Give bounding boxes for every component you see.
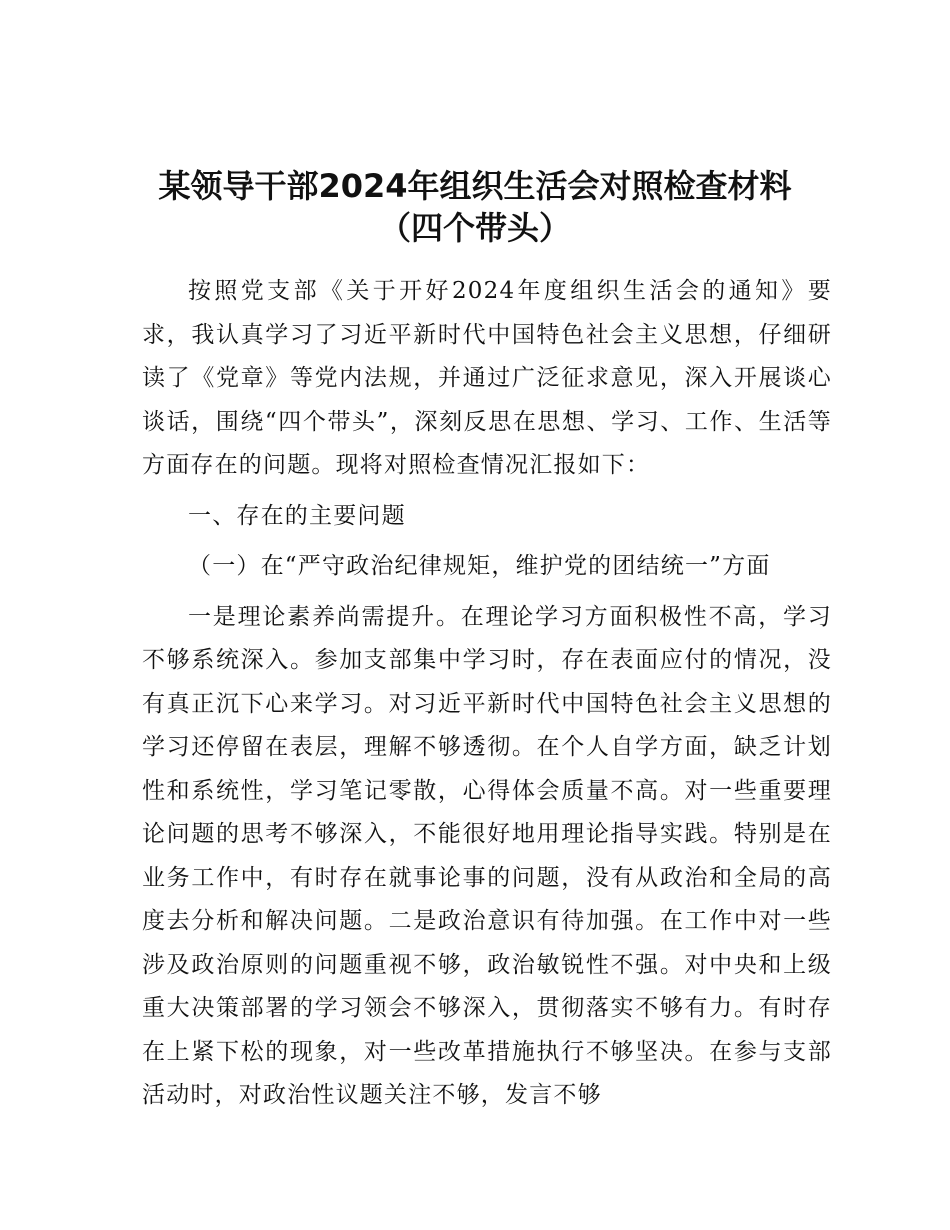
document-body [142,270,832,1118]
section-heading: 一、存在的主要问题 [188,502,406,529]
intro-paragraph: 按照党支部《关于开好2024年度组织生活会的通知》要求，我认真学习了习近平新时代中国特色社会主义思想，仔细研读了《党章》等党内法规，并通过广泛征求意见，深入开展谈心谈话，围绕“四个带头”，深刻反思在思想、学习、工作、生活等方面存在的问题。现将对照检查情况汇报如下： [142,278,832,478]
subsection-heading: （一）在“严守政治纪律规矩，维护党的团结统一”方面 [188,553,771,579]
body-paragraph: 一是理论素养尚需提升。在理论学习方面积极性不高，学习不够系统深入。参加支部集中学习时，存在表面应付的情况，没有真正沉下心来学习。对习近平新时代中国特色社会主义思想的学习还停留在表层，理解不够透彻。在个人自学方面，缺乏计划性和系统性，学习笔记零散，心得体会质量不高。对一些重要理论问题的思考不够深入，不能很好地用理论指导实践。特别是在业务工作中，有时存在就事论事的问题，没有从政治和全局的高度去分析和解决问题。二是政治意识有待加强。在工作中对一些涉及政治原则的问题重视不够，政治敏锐性不强。对中央和上级重大决策部署的学习领会不够深入，贯彻落实不够有力。有时存在上紧下松的现象，对一些改革措施执行不够坚决。在参与支部活动时，对政治性议题关注不够，发言不够 [142,603,832,1108]
title-line-main: 某领导干部2024年组织生活会对照检查材料 [158,167,792,205]
document-title [0,165,950,249]
title-line-subtitle: （四个带头） [378,209,571,247]
